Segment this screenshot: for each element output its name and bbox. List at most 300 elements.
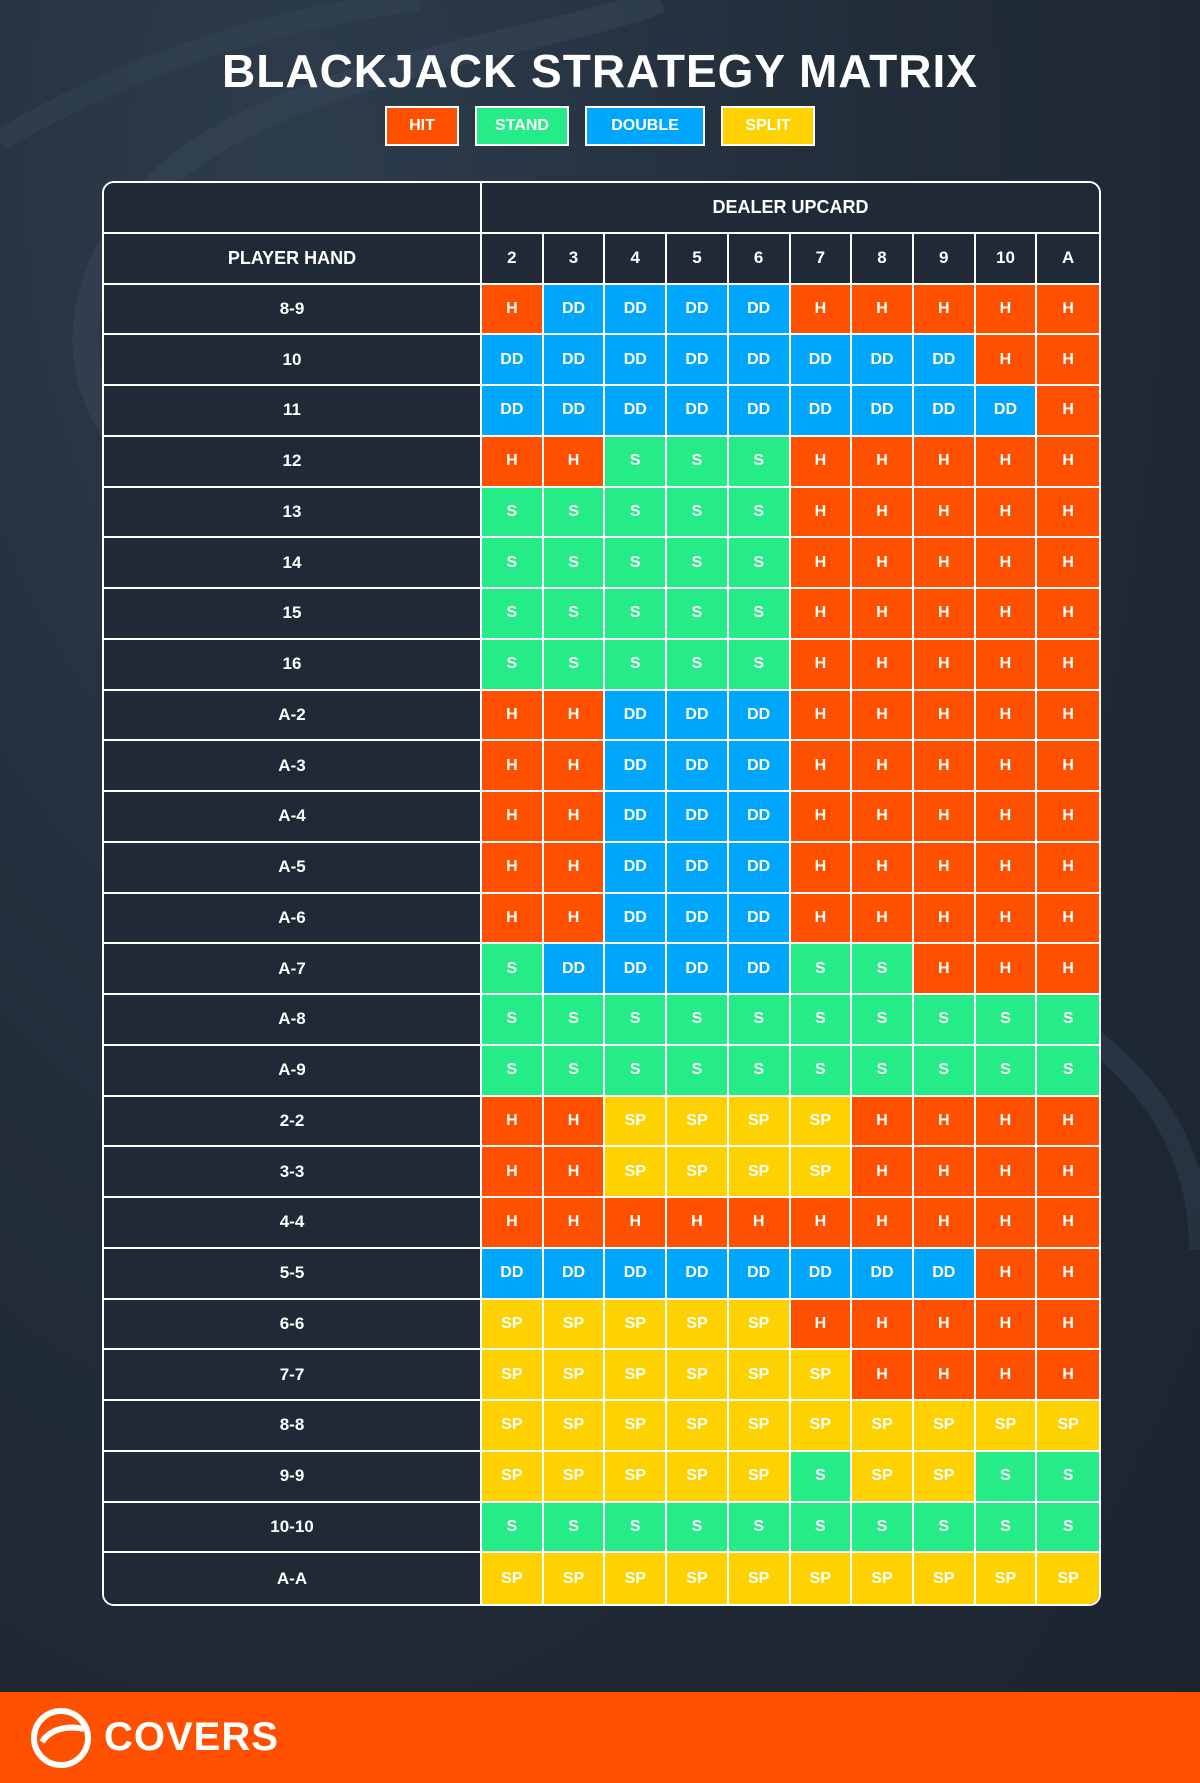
action-cell: H xyxy=(791,589,853,640)
action-cell: H xyxy=(914,1097,976,1148)
action-cell: SP xyxy=(914,1401,976,1452)
action-cell: H xyxy=(976,437,1038,488)
upcard-header-3: 3 xyxy=(544,234,606,285)
action-cell: DD xyxy=(914,386,976,437)
action-cell: S xyxy=(914,1503,976,1554)
action-cell: H xyxy=(852,1300,914,1351)
action-cell: S xyxy=(791,1452,853,1503)
action-cell: DD xyxy=(791,386,853,437)
action-cell: S xyxy=(482,589,544,640)
action-cell: S xyxy=(482,1503,544,1554)
action-cell: H xyxy=(1037,741,1099,792)
player-hand-label: A-4 xyxy=(104,792,482,843)
dealer-upcard-header: DEALER UPCARD xyxy=(482,183,1099,234)
action-cell: DD xyxy=(667,335,729,386)
player-hand-label: 12 xyxy=(104,437,482,488)
action-cell: H xyxy=(976,944,1038,995)
action-cell: SP xyxy=(667,1300,729,1351)
action-cell: H xyxy=(976,1147,1038,1198)
action-cell: H xyxy=(976,1198,1038,1249)
action-cell: DD xyxy=(544,386,606,437)
action-cell: H xyxy=(791,741,853,792)
action-cell: H xyxy=(976,335,1038,386)
action-cell: S xyxy=(667,437,729,488)
action-cell: H xyxy=(544,792,606,843)
action-cell: H xyxy=(482,437,544,488)
action-cell: DD xyxy=(544,285,606,336)
action-cell: H xyxy=(544,691,606,742)
action-cell: H xyxy=(914,1350,976,1401)
action-cell: H xyxy=(1037,1300,1099,1351)
action-cell: SP xyxy=(482,1350,544,1401)
action-cell: SP xyxy=(729,1452,791,1503)
action-cell: H xyxy=(1037,1147,1099,1198)
action-cell: SP xyxy=(852,1553,914,1604)
action-cell: S xyxy=(667,640,729,691)
action-cell: SP xyxy=(605,1097,667,1148)
action-cell: SP xyxy=(667,1097,729,1148)
action-cell: H xyxy=(914,640,976,691)
action-cell: H xyxy=(482,1198,544,1249)
action-cell: S xyxy=(667,589,729,640)
action-cell: H xyxy=(976,285,1038,336)
action-cell: SP xyxy=(667,1452,729,1503)
action-cell: H xyxy=(791,640,853,691)
action-cell: SP xyxy=(544,1300,606,1351)
action-cell: H xyxy=(976,792,1038,843)
action-cell: S xyxy=(791,1503,853,1554)
player-hand-label: A-A xyxy=(104,1553,482,1604)
action-cell: SP xyxy=(914,1553,976,1604)
action-cell: DD xyxy=(729,335,791,386)
action-cell: H xyxy=(544,1198,606,1249)
upcard-header-a: A xyxy=(1037,234,1099,285)
action-cell: S xyxy=(482,640,544,691)
action-cell: S xyxy=(605,640,667,691)
action-cell: SP xyxy=(482,1300,544,1351)
player-hand-header: PLAYER HAND xyxy=(104,234,482,285)
action-cell: SP xyxy=(605,1300,667,1351)
action-cell: DD xyxy=(852,1249,914,1300)
action-cell: H xyxy=(1037,1198,1099,1249)
action-cell: SP xyxy=(1037,1553,1099,1604)
action-cell: H xyxy=(914,437,976,488)
action-cell: H xyxy=(852,488,914,539)
action-cell: S xyxy=(482,1046,544,1097)
player-hand-label: A-6 xyxy=(104,894,482,945)
action-cell: S xyxy=(852,995,914,1046)
action-cell: DD xyxy=(667,386,729,437)
action-cell: H xyxy=(976,589,1038,640)
action-cell: SP xyxy=(729,1300,791,1351)
action-cell: DD xyxy=(667,1249,729,1300)
player-hand-label: A-7 xyxy=(104,944,482,995)
action-cell: H xyxy=(791,285,853,336)
action-cell: SP xyxy=(729,1553,791,1604)
legend-stand: STAND xyxy=(475,106,569,146)
action-cell: DD xyxy=(667,944,729,995)
action-cell: H xyxy=(1037,488,1099,539)
action-cell: DD xyxy=(976,386,1038,437)
player-hand-label: 7-7 xyxy=(104,1350,482,1401)
action-cell: H xyxy=(976,488,1038,539)
action-cell: S xyxy=(482,488,544,539)
action-cell: SP xyxy=(791,1147,853,1198)
action-cell: H xyxy=(914,1198,976,1249)
action-cell: H xyxy=(914,944,976,995)
action-cell: H xyxy=(544,437,606,488)
action-cell: DD xyxy=(729,843,791,894)
action-cell: H xyxy=(976,691,1038,742)
action-cell: SP xyxy=(667,1147,729,1198)
action-cell: H xyxy=(1037,944,1099,995)
action-cell: H xyxy=(976,640,1038,691)
action-cell: H xyxy=(914,1147,976,1198)
action-cell: SP xyxy=(791,1401,853,1452)
action-cell: H xyxy=(976,894,1038,945)
action-cell: H xyxy=(976,1097,1038,1148)
action-cell: SP xyxy=(605,1147,667,1198)
action-cell: S xyxy=(482,538,544,589)
action-cell: DD xyxy=(544,335,606,386)
action-cell: H xyxy=(791,894,853,945)
covers-logo-icon xyxy=(30,1707,92,1769)
footer-bar xyxy=(0,1692,1200,1783)
action-cell: H xyxy=(791,538,853,589)
player-hand-label: A-8 xyxy=(104,995,482,1046)
action-cell: H xyxy=(1037,691,1099,742)
action-cell: S xyxy=(791,1046,853,1097)
player-hand-label: 11 xyxy=(104,386,482,437)
action-cell: DD xyxy=(605,792,667,843)
player-hand-label: A-5 xyxy=(104,843,482,894)
upcard-header-2: 2 xyxy=(482,234,544,285)
action-cell: H xyxy=(914,589,976,640)
action-cell: H xyxy=(791,488,853,539)
action-cell: H xyxy=(914,894,976,945)
action-cell: H xyxy=(852,1198,914,1249)
action-cell: S xyxy=(605,437,667,488)
action-cell: S xyxy=(791,995,853,1046)
action-cell: SP xyxy=(482,1553,544,1604)
action-cell: S xyxy=(729,538,791,589)
action-cell: H xyxy=(852,792,914,843)
action-cell: S xyxy=(544,640,606,691)
action-cell: H xyxy=(852,285,914,336)
action-cell: DD xyxy=(791,335,853,386)
action-cell: S xyxy=(1037,1503,1099,1554)
action-cell: DD xyxy=(605,386,667,437)
action-cell: H xyxy=(1037,843,1099,894)
player-hand-label: 5-5 xyxy=(104,1249,482,1300)
action-cell: H xyxy=(482,691,544,742)
action-cell: H xyxy=(482,1097,544,1148)
upcard-header-7: 7 xyxy=(791,234,853,285)
player-hand-label: 15 xyxy=(104,589,482,640)
action-cell: SP xyxy=(729,1097,791,1148)
action-cell: H xyxy=(667,1198,729,1249)
action-cell: SP xyxy=(605,1401,667,1452)
action-cell: DD xyxy=(791,1249,853,1300)
action-cell: H xyxy=(605,1198,667,1249)
action-cell: H xyxy=(852,1147,914,1198)
strategy-matrix xyxy=(102,181,1101,1606)
action-cell: DD xyxy=(605,894,667,945)
action-cell: S xyxy=(482,995,544,1046)
footer-brand: COVERS xyxy=(104,1715,279,1759)
action-cell: H xyxy=(914,792,976,843)
action-cell: DD xyxy=(605,944,667,995)
player-hand-label: 14 xyxy=(104,538,482,589)
action-cell: H xyxy=(976,1300,1038,1351)
action-cell: DD xyxy=(729,386,791,437)
action-cell: H xyxy=(976,741,1038,792)
action-cell: H xyxy=(852,589,914,640)
legend-double: DOUBLE xyxy=(585,106,705,146)
action-cell: DD xyxy=(667,741,729,792)
action-cell: H xyxy=(976,1249,1038,1300)
player-hand-label: 10 xyxy=(104,335,482,386)
action-cell: S xyxy=(976,1452,1038,1503)
action-cell: H xyxy=(544,1097,606,1148)
action-cell: S xyxy=(605,538,667,589)
action-cell: H xyxy=(914,691,976,742)
action-cell: S xyxy=(667,538,729,589)
action-cell: S xyxy=(976,1046,1038,1097)
player-hand-label: 13 xyxy=(104,488,482,539)
action-cell: SP xyxy=(667,1401,729,1452)
player-hand-label: 8-8 xyxy=(104,1401,482,1452)
action-cell: H xyxy=(852,894,914,945)
action-cell: H xyxy=(729,1198,791,1249)
action-cell: S xyxy=(729,1046,791,1097)
action-cell: S xyxy=(729,995,791,1046)
action-cell: H xyxy=(1037,1249,1099,1300)
action-cell: SP xyxy=(605,1553,667,1604)
action-cell: H xyxy=(791,1198,853,1249)
action-cell: H xyxy=(791,1300,853,1351)
action-cell: S xyxy=(667,995,729,1046)
action-cell: S xyxy=(729,640,791,691)
action-cell: S xyxy=(1037,1452,1099,1503)
action-cell: H xyxy=(1037,285,1099,336)
action-cell: SP xyxy=(976,1553,1038,1604)
action-cell: DD xyxy=(729,944,791,995)
action-cell: H xyxy=(1037,792,1099,843)
action-cell: H xyxy=(1037,1350,1099,1401)
action-cell: S xyxy=(976,995,1038,1046)
action-cell: H xyxy=(852,538,914,589)
action-cell: S xyxy=(667,1503,729,1554)
upcard-header-4: 4 xyxy=(605,234,667,285)
action-cell: S xyxy=(482,944,544,995)
action-cell: SP xyxy=(729,1350,791,1401)
action-cell: DD xyxy=(605,691,667,742)
action-cell: H xyxy=(976,843,1038,894)
action-cell: H xyxy=(482,741,544,792)
action-cell: H xyxy=(976,1350,1038,1401)
action-cell: H xyxy=(852,640,914,691)
action-cell: S xyxy=(852,1046,914,1097)
player-hand-label: A-9 xyxy=(104,1046,482,1097)
page-title: BLACKJACK STRATEGY MATRIX xyxy=(222,45,978,97)
action-cell: S xyxy=(667,488,729,539)
action-cell: S xyxy=(544,589,606,640)
action-cell: H xyxy=(791,843,853,894)
action-cell: H xyxy=(914,285,976,336)
action-cell: S xyxy=(729,437,791,488)
action-cell: SP xyxy=(791,1553,853,1604)
action-cell: S xyxy=(791,944,853,995)
action-cell: H xyxy=(482,894,544,945)
action-cell: DD xyxy=(482,335,544,386)
action-cell: DD xyxy=(667,894,729,945)
action-cell: H xyxy=(482,1147,544,1198)
action-cell: DD xyxy=(667,691,729,742)
upcard-header-8: 8 xyxy=(852,234,914,285)
action-cell: H xyxy=(914,741,976,792)
action-cell: S xyxy=(605,589,667,640)
action-cell: S xyxy=(605,488,667,539)
player-hand-label: 2-2 xyxy=(104,1097,482,1148)
action-cell: SP xyxy=(544,1452,606,1503)
action-cell: DD xyxy=(605,1249,667,1300)
action-cell: SP xyxy=(482,1401,544,1452)
action-cell: S xyxy=(544,488,606,539)
player-hand-label: A-3 xyxy=(104,741,482,792)
action-cell: S xyxy=(605,1046,667,1097)
action-cell: DD xyxy=(729,285,791,336)
action-cell: DD xyxy=(667,285,729,336)
action-cell: SP xyxy=(791,1097,853,1148)
action-cell: SP xyxy=(482,1452,544,1503)
action-cell: SP xyxy=(544,1553,606,1604)
action-cell: H xyxy=(914,843,976,894)
action-cell: SP xyxy=(852,1452,914,1503)
action-cell: H xyxy=(1037,589,1099,640)
upcard-header-10: 10 xyxy=(976,234,1038,285)
action-cell: H xyxy=(1037,335,1099,386)
action-cell: S xyxy=(544,995,606,1046)
action-cell: H xyxy=(1037,386,1099,437)
action-cell: H xyxy=(544,894,606,945)
action-cell: SP xyxy=(605,1350,667,1401)
action-cell: SP xyxy=(729,1401,791,1452)
action-cell: DD xyxy=(605,741,667,792)
action-cell: S xyxy=(605,1503,667,1554)
action-cell: DD xyxy=(667,843,729,894)
action-cell: S xyxy=(914,995,976,1046)
action-cell: H xyxy=(852,437,914,488)
action-cell: SP xyxy=(729,1147,791,1198)
player-hand-label: A-2 xyxy=(104,691,482,742)
action-cell: S xyxy=(976,1503,1038,1554)
action-cell: DD xyxy=(605,335,667,386)
action-cell: S xyxy=(667,1046,729,1097)
action-cell: H xyxy=(544,741,606,792)
action-cell: H xyxy=(482,285,544,336)
player-hand-label: 6-6 xyxy=(104,1300,482,1351)
action-cell: H xyxy=(852,843,914,894)
upcard-header-6: 6 xyxy=(729,234,791,285)
action-cell: DD xyxy=(544,944,606,995)
action-cell: SP xyxy=(605,1452,667,1503)
action-cell: SP xyxy=(852,1401,914,1452)
action-cell: H xyxy=(852,691,914,742)
action-cell: DD xyxy=(605,285,667,336)
legend-split: SPLIT xyxy=(721,106,815,146)
action-cell: DD xyxy=(729,894,791,945)
action-cell: H xyxy=(914,488,976,539)
action-cell: H xyxy=(852,1350,914,1401)
action-cell: H xyxy=(544,1147,606,1198)
player-hand-label: 4-4 xyxy=(104,1198,482,1249)
action-cell: S xyxy=(729,589,791,640)
action-cell: DD xyxy=(729,691,791,742)
action-cell: H xyxy=(791,792,853,843)
upcard-header-9: 9 xyxy=(914,234,976,285)
action-cell: SP xyxy=(976,1401,1038,1452)
player-hand-label: 3-3 xyxy=(104,1147,482,1198)
action-cell: S xyxy=(544,538,606,589)
legend-hit: HIT xyxy=(385,106,459,146)
action-cell: DD xyxy=(605,843,667,894)
action-cell: S xyxy=(1037,1046,1099,1097)
action-cell: SP xyxy=(1037,1401,1099,1452)
action-cell: DD xyxy=(729,792,791,843)
action-cell: SP xyxy=(544,1401,606,1452)
action-cell: SP xyxy=(914,1452,976,1503)
action-cell: H xyxy=(791,691,853,742)
action-cell: SP xyxy=(667,1350,729,1401)
action-cell: H xyxy=(914,1300,976,1351)
action-cell: H xyxy=(482,792,544,843)
player-hand-label: 8-9 xyxy=(104,285,482,336)
player-hand-label: 16 xyxy=(104,640,482,691)
action-cell: S xyxy=(729,1503,791,1554)
action-cell: DD xyxy=(482,1249,544,1300)
action-cell: SP xyxy=(791,1350,853,1401)
player-hand-label: 9-9 xyxy=(104,1452,482,1503)
action-cell: S xyxy=(605,995,667,1046)
action-cell: DD xyxy=(729,1249,791,1300)
action-cell: DD xyxy=(852,335,914,386)
action-cell: H xyxy=(1037,538,1099,589)
action-cell: SP xyxy=(544,1350,606,1401)
action-cell: DD xyxy=(667,792,729,843)
action-cell: H xyxy=(976,538,1038,589)
action-cell: DD xyxy=(729,741,791,792)
action-cell: S xyxy=(852,1503,914,1554)
action-cell: H xyxy=(1037,437,1099,488)
action-cell: H xyxy=(482,843,544,894)
action-cell: DD xyxy=(482,386,544,437)
action-cell: DD xyxy=(914,335,976,386)
action-cell: S xyxy=(852,944,914,995)
legend xyxy=(0,106,1200,146)
action-cell: S xyxy=(544,1046,606,1097)
action-cell: S xyxy=(544,1503,606,1554)
action-cell: H xyxy=(852,741,914,792)
action-cell: H xyxy=(544,843,606,894)
action-cell: S xyxy=(1037,995,1099,1046)
action-cell: SP xyxy=(667,1553,729,1604)
action-cell: DD xyxy=(914,1249,976,1300)
action-cell: DD xyxy=(544,1249,606,1300)
action-cell: S xyxy=(914,1046,976,1097)
upcard-header-5: 5 xyxy=(667,234,729,285)
action-cell: H xyxy=(1037,640,1099,691)
